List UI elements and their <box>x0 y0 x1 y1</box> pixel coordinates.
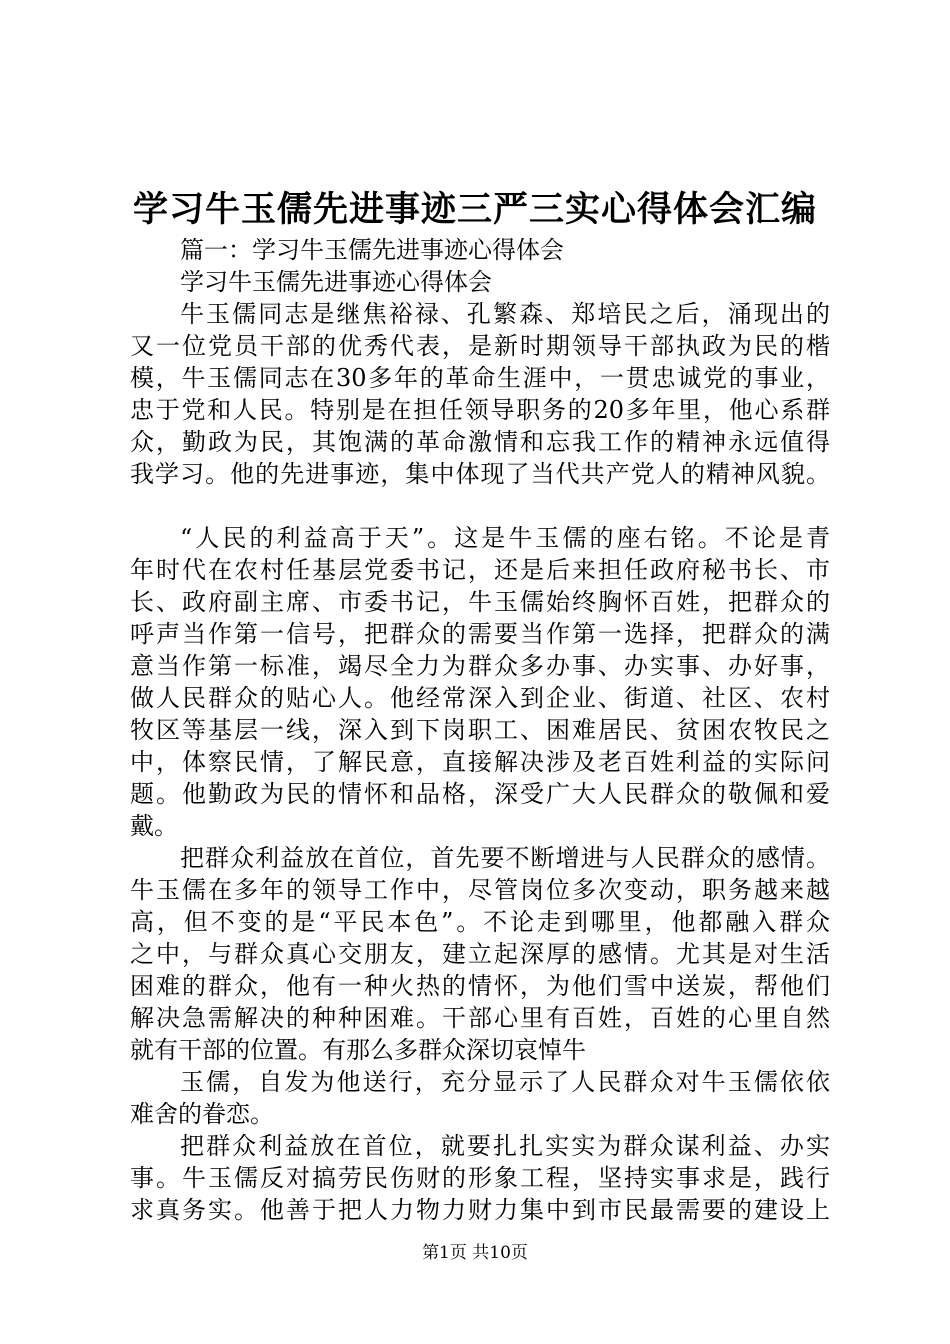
paragraph-line: 牧区等基层一线，深入到下岗职工、困难居民、贫困农牧民之 <box>130 716 830 744</box>
document-title: 学习牛玉儒先进事迹三严三实心得体会汇编 <box>132 189 817 230</box>
paragraph-line: 众，勤政为民，其饱满的革命激情和忘我工作的精神永远值得 <box>130 428 830 456</box>
subheading: 学习牛玉儒先进事迹心得体会 <box>180 268 492 296</box>
paragraph-line: 长、政府副主席、市委书记，牛玉儒始终胸怀百姓，把群众的 <box>130 588 830 616</box>
paragraph-line: 模，牛玉儒同志在30多年的革命生涯中，一贯忠诚党的事业， <box>130 364 830 392</box>
page-number-footer: 第1页 共10页 <box>422 1243 528 1263</box>
paragraph-line: “人民的利益高于天”。这是牛玉儒的座右铭。不论是青 <box>180 524 830 552</box>
paragraph-line: 忠于党和人民。特别是在担任领导职务的20多年里，他心系群 <box>130 396 830 424</box>
document-body <box>130 234 830 1226</box>
paragraph-line: 又一位党员干部的优秀代表，是新时期领导干部执政为民的楷 <box>130 332 830 360</box>
paragraph-5 <box>130 1130 830 1226</box>
paragraph-line: 做人民群众的贴心人。他经常深入到企业、街道、社区、农村 <box>130 684 830 712</box>
paragraph-line: 我学习。他的先进事迹，集中体现了当代共产党人的精神风貌。 <box>130 460 830 488</box>
paragraph-line: 牛玉儒在多年的领导工作中，尽管岗位多次变动，职务越来越 <box>130 876 830 904</box>
paragraph-2 <box>130 522 830 842</box>
paragraph-line: 年时代在农村任基层党委书记，还是后来担任政府秘书长、市 <box>130 556 830 584</box>
paragraph-line: 牛玉儒同志是继焦裕禄、孔繁森、郑培民之后，涌现出的 <box>180 300 830 328</box>
paragraph-line: 把群众利益放在首位，首先要不断增进与人民群众的感情。 <box>180 844 830 872</box>
paragraph-line: 戴。 <box>130 812 178 840</box>
paragraph-line: 之中，与群众真心交朋友，建立起深厚的感情。尤其是对生活 <box>130 940 830 968</box>
paragraph-line: 高，但不变的是“平民本色”。不论走到哪里，他都融入群众 <box>130 908 830 936</box>
paragraph-line: 呼声当作第一信号，把群众的需要当作第一选择，把群众的满 <box>130 620 830 648</box>
paragraph-line: 求真务实。他善于把人力物力财力集中到市民最需要的建设上 <box>130 1196 830 1224</box>
section-heading: 篇一：学习牛玉儒先进事迹心得体会 <box>180 236 564 264</box>
paragraph-line: 事。牛玉儒反对搞劳民伤财的形象工程，坚持实事求是，践行 <box>130 1164 830 1192</box>
paragraph-line: 就有干部的位置。有那么多群众深切哀悼牛 <box>130 1036 586 1064</box>
paragraph-line: 难舍的眷恋。 <box>130 1100 274 1128</box>
paragraph-1 <box>130 298 830 490</box>
paragraph-line: 困难的群众，他有一种火热的情怀，为他们雪中送炭，帮他们 <box>130 972 830 1000</box>
paragraph-4 <box>130 1066 830 1130</box>
paragraph-line: 意当作第一标准，竭尽全力为群众多办事、办实事、办好事， <box>130 652 830 680</box>
blank-line <box>130 490 830 522</box>
paragraph-line: 中，体察民情，了解民意，直接解决涉及老百姓利益的实际问 <box>130 748 830 776</box>
paragraph-3 <box>130 842 830 1066</box>
paragraph-line: 解决急需解决的种种困难。干部心里有百姓，百姓的心里自然 <box>130 1004 830 1032</box>
paragraph-line: 玉儒，自发为他送行，充分显示了人民群众对牛玉儒依依 <box>180 1068 830 1096</box>
paragraph-line: 把群众利益放在首位，就要扎扎实实为群众谋利益、办实 <box>180 1132 830 1160</box>
paragraph-line: 题。他勤政为民的情怀和品格，深受广大人民群众的敬佩和爱 <box>130 780 830 808</box>
